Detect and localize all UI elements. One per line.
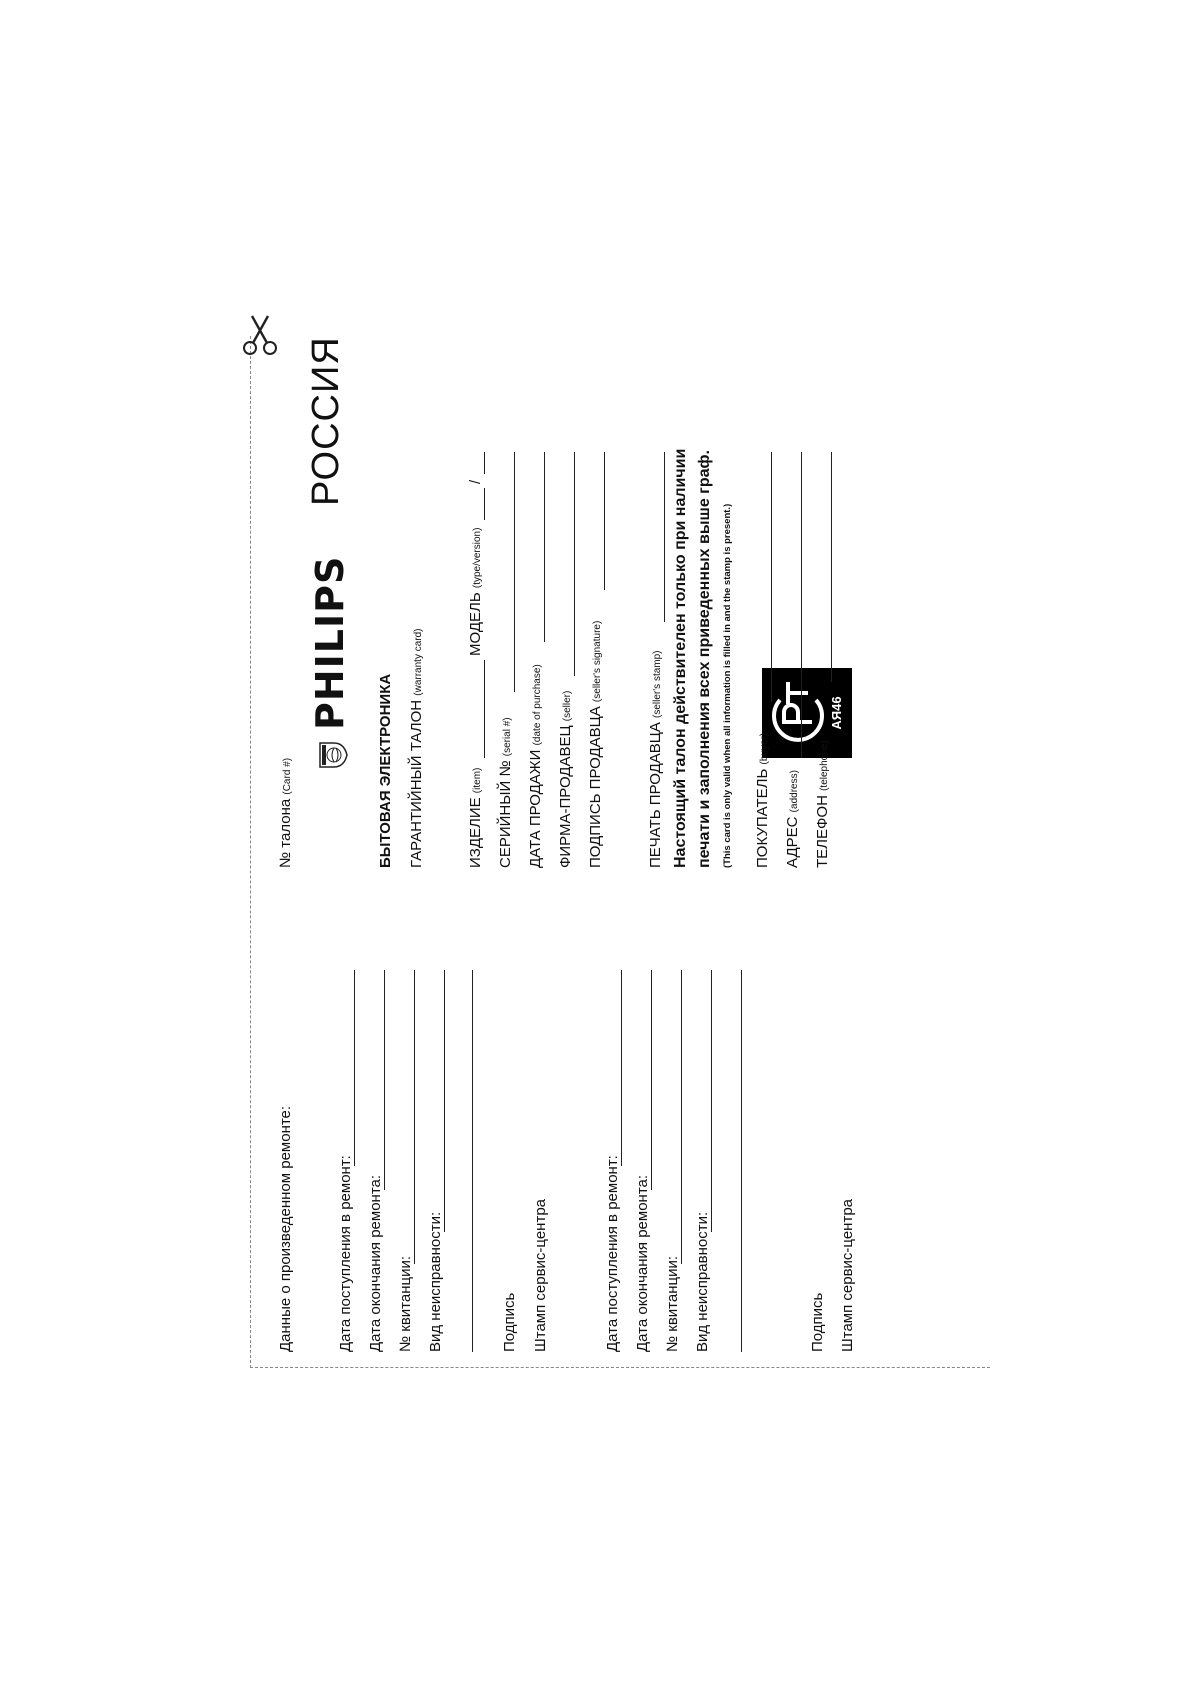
- rst-logo-icon: [766, 676, 830, 750]
- scissors-icon: [240, 312, 280, 356]
- purchase-date-label: ДАТА ПРОДАЖИ (date of purchase): [527, 664, 544, 868]
- seller-signature-label: ПОДПИСЬ ПРОДАВЦА (seller's signature): [587, 620, 604, 868]
- country-title: РОССИЯ: [305, 336, 347, 506]
- seller-field[interactable]: [574, 452, 575, 676]
- repair-received-label: Дата поступления в ремонт:: [337, 1155, 354, 1352]
- repair-fault-field[interactable]: [711, 970, 712, 1232]
- seller-stamp-label: ПЕЧАТЬ ПРОДАВЦА (seller's stamp): [647, 650, 664, 868]
- seller-signature-field[interactable]: [604, 452, 605, 590]
- model-label: МОДЕЛЬ (type/version): [467, 527, 484, 656]
- repair-finished-label: Дата окончания ремонта:: [367, 1174, 384, 1352]
- repair-stamp-label: Штамп сервис-центра: [532, 1198, 549, 1352]
- cut-line-top: [250, 336, 251, 1368]
- card-type-label: ГАРАНТИЙНЫЙ ТАЛОН (warranty card): [408, 628, 425, 868]
- validity-notice-en: (This card is only valid when all information is filled in and the stamp is present.): [722, 503, 733, 868]
- repair-receipt-field[interactable]: [414, 970, 415, 1264]
- repairs-title: Данные о произведенном ремонте:: [277, 1105, 294, 1352]
- model-separator: /: [467, 479, 484, 484]
- purchase-date-field[interactable]: [544, 452, 545, 642]
- rotated-card-content: [250, 336, 990, 1368]
- repair-fault-field-extra[interactable]: [741, 970, 742, 1352]
- serial-field[interactable]: [514, 452, 515, 692]
- validity-notice-line2: печати и заполнения всех приведенных выше граф.: [696, 450, 713, 868]
- validity-notice-line1: Настоящий талон действителен только при наличии: [672, 448, 689, 868]
- repair-signature-label: Подпись: [809, 1292, 826, 1352]
- repair-stamp-label: Штамп сервис-центра: [839, 1198, 856, 1352]
- address-label: АДРЕС (address): [784, 770, 801, 868]
- repair-finished-field[interactable]: [384, 970, 385, 1190]
- item-label: ИЗДЕЛИЕ (item): [467, 767, 484, 868]
- brand-logo: PHILIPS: [308, 555, 352, 730]
- category-title: БЫТОВАЯ ЭЛЕКТРОНИКА: [377, 673, 394, 868]
- repair-fault-field[interactable]: [444, 970, 445, 1232]
- philips-shield-icon: [318, 740, 348, 770]
- repair-receipt-label: № квитанции:: [664, 1255, 681, 1352]
- repair-finished-field[interactable]: [651, 970, 652, 1190]
- phone-label: ТЕЛЕФОН (telephone): [814, 740, 831, 868]
- rst-code: АЯ46: [829, 696, 844, 730]
- warranty-card-sheet: [250, 336, 990, 1368]
- repair-received-field[interactable]: [354, 970, 355, 1166]
- item-field[interactable]: [484, 660, 485, 758]
- repair-signature-label: Подпись: [501, 1292, 518, 1352]
- repair-receipt-label: № квитанции:: [397, 1255, 414, 1352]
- seller-label: ФИРМА-ПРОДАВЕЦ (seller): [557, 690, 574, 868]
- repair-received-field[interactable]: [621, 970, 622, 1166]
- repair-fault-label: Вид неисправности:: [427, 1211, 444, 1352]
- repair-fault-field-extra[interactable]: [472, 970, 473, 1352]
- repair-finished-label: Дата окончания ремонта:: [634, 1174, 651, 1352]
- repair-receipt-field[interactable]: [681, 970, 682, 1264]
- repair-received-label: Дата поступления в ремонт:: [604, 1155, 621, 1352]
- model-version-field[interactable]: [484, 452, 485, 474]
- buyer-field[interactable]: [771, 452, 772, 702]
- phone-field[interactable]: [831, 452, 832, 682]
- address-field[interactable]: [801, 452, 802, 758]
- seller-stamp-field[interactable]: [664, 452, 665, 622]
- rst-certification-mark: [762, 668, 852, 758]
- serial-label: СЕРИЙНЫЙ № (serial #): [497, 717, 514, 868]
- repair-fault-label: Вид неисправности:: [694, 1211, 711, 1352]
- card-number-label: № талона (Card #): [277, 757, 294, 868]
- model-type-field[interactable]: [484, 488, 485, 520]
- buyer-label: ПОКУПАТЕЛЬ (buyer): [754, 732, 771, 868]
- cut-line-left: [250, 1367, 990, 1368]
